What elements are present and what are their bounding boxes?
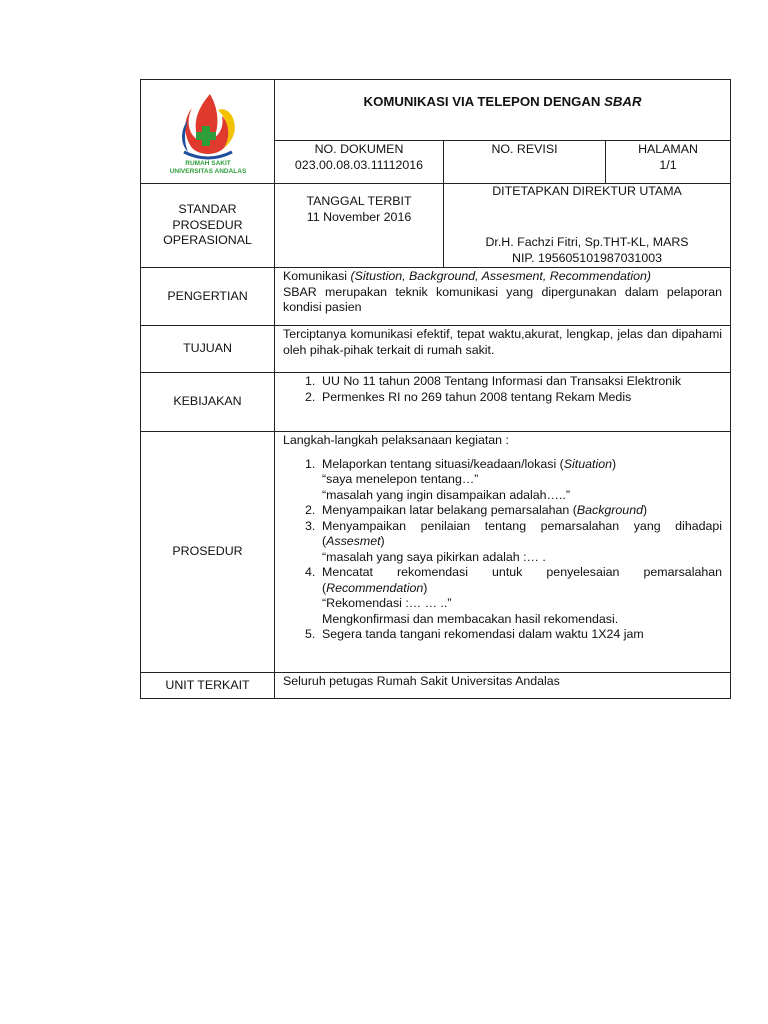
- step-end: ): [380, 534, 385, 548]
- list-item: [283, 627, 722, 643]
- prosedur-label: PROSEDUR: [141, 432, 275, 673]
- no-revisi-cell: [444, 141, 606, 184]
- title-text: KOMUNIKASI VIA TELEPON DENGAN: [363, 94, 605, 109]
- tanggal-label: TANGGAL TERBIT: [306, 194, 412, 208]
- list-item: [283, 503, 722, 519]
- item-text: Permenkes RI no 269 tahun 2008 tentang Rekam Medis: [322, 389, 632, 404]
- item-number: 1.: [305, 374, 316, 388]
- halaman-label: HALAMAN: [638, 142, 698, 156]
- step-end: ): [642, 503, 648, 517]
- step-number: 2.: [305, 503, 316, 517]
- list-item: [283, 457, 722, 504]
- step-number: 1.: [305, 456, 316, 471]
- pengertian-line1: Komunikasi: [283, 269, 351, 283]
- step-note: Mengkonfirmasi dan membacakan hasil rekomendasi.: [322, 611, 619, 626]
- step-italic: Situation: [563, 456, 612, 471]
- step-number: 5.: [305, 627, 316, 641]
- kebijakan-content: [275, 373, 731, 432]
- step-quote: “Rekomendasi :… … ..”: [322, 596, 452, 610]
- list-item: [283, 390, 722, 406]
- logo-text-line1: RUMAH SAKIT: [184, 160, 231, 167]
- step-end: ): [612, 456, 617, 471]
- item-text: UU No 11 tahun 2008 Tentang Informasi dan Transaksi Elektronik: [322, 374, 682, 388]
- pengertian-text: SBAR merupakan teknik komunikasi yang dipergunakan dalam pelaporan kondisi pasien: [283, 284, 723, 314]
- step-text: Segera tanda tangani rekomendasi dalam waktu 1X24 jam: [322, 627, 644, 641]
- no-revisi-label: NO. REVISI: [491, 142, 558, 156]
- item-number: 2.: [305, 389, 316, 404]
- signer-nip: NIP. 195605101987031003: [512, 250, 662, 265]
- pengertian-content: [275, 268, 731, 326]
- step-text: Menyampaikan latar belakang pemarsalahan (: [322, 503, 577, 517]
- sop-label-line1: STANDAR: [178, 202, 237, 217]
- step-quote: “masalah yang ingin disampaikan adalah…..”: [322, 487, 570, 502]
- step-number: 3.: [305, 518, 316, 533]
- tujuan-label: TUJUAN: [141, 326, 275, 373]
- unit-terkait-label: UNIT TERKAIT: [141, 673, 275, 699]
- signer-name: Dr.H. Fachzi Fitri, Sp.THT-KL, MARS: [485, 235, 689, 249]
- sop-label-line3: OPERASIONAL: [163, 233, 252, 248]
- tanggal-value: 11 November 2016: [306, 209, 412, 224]
- document-title: [275, 80, 731, 141]
- hospital-logo-icon: [158, 90, 258, 176]
- step-italic: Recommendation: [326, 580, 424, 595]
- list-item: [283, 565, 722, 627]
- sop-label-line2: PROSEDUR: [172, 217, 243, 232]
- step-quote: “masalah yang saya pikirkan adalah :… .: [322, 549, 546, 564]
- pengertian-sbar-expansion: (Situstion, Background, Assesment, Recommendation): [350, 269, 651, 283]
- ditetapkan-label: DITETAPKAN DIREKTUR UTAMA: [492, 184, 682, 198]
- step-number: 4.: [305, 565, 316, 579]
- title-sbar: SBAR: [604, 94, 642, 109]
- step-text: Menyampaikan penilaian tentang pemarsalahan yang dihadapi (: [322, 518, 723, 548]
- ditetapkan-cell: [444, 184, 731, 268]
- hospital-logo-cell: [141, 80, 275, 184]
- prosedur-intro: Langkah-langkah pelaksanaan kegiatan :: [283, 433, 509, 447]
- step-italic: Assesmet: [326, 534, 381, 548]
- no-dokumen-cell: [275, 141, 444, 184]
- logo-text-line2: UNIVERSITAS ANDALAS: [169, 168, 246, 175]
- step-text: Melaporkan tentang situasi/keadaan/lokasi (: [322, 456, 564, 471]
- halaman-cell: [606, 141, 731, 184]
- list-item: [283, 374, 722, 390]
- no-dokumen-label: NO. DOKUMEN: [314, 142, 404, 156]
- sop-label-cell: [141, 184, 275, 268]
- list-item: [283, 519, 722, 566]
- kebijakan-label: KEBIJAKAN: [141, 373, 275, 432]
- sop-table: [140, 79, 731, 699]
- halaman-value: 1/1: [659, 157, 677, 172]
- pengertian-label: PENGERTIAN: [141, 268, 275, 326]
- tujuan-text: Terciptanya komunikasi efektif, tepat waktu,akurat, lengkap, jelas dan dipahami oleh pihak-pihak terkait di rumah sakit.: [275, 326, 731, 373]
- no-dokumen-value: 023.00.08.03.11112016: [294, 157, 424, 172]
- step-text: Mencatat rekomendasi untuk penyelesaian pemarsalahan (: [322, 565, 723, 595]
- step-italic: Background: [576, 503, 643, 517]
- unit-terkait-text: Seluruh petugas Rumah Sakit Universitas Andalas: [275, 673, 731, 699]
- prosedur-content: [275, 432, 731, 673]
- step-quote: “saya menelepon tentang…”: [322, 472, 479, 486]
- tanggal-terbit-cell: [275, 184, 444, 268]
- sop-document: [140, 79, 730, 699]
- step-end: ): [423, 580, 428, 595]
